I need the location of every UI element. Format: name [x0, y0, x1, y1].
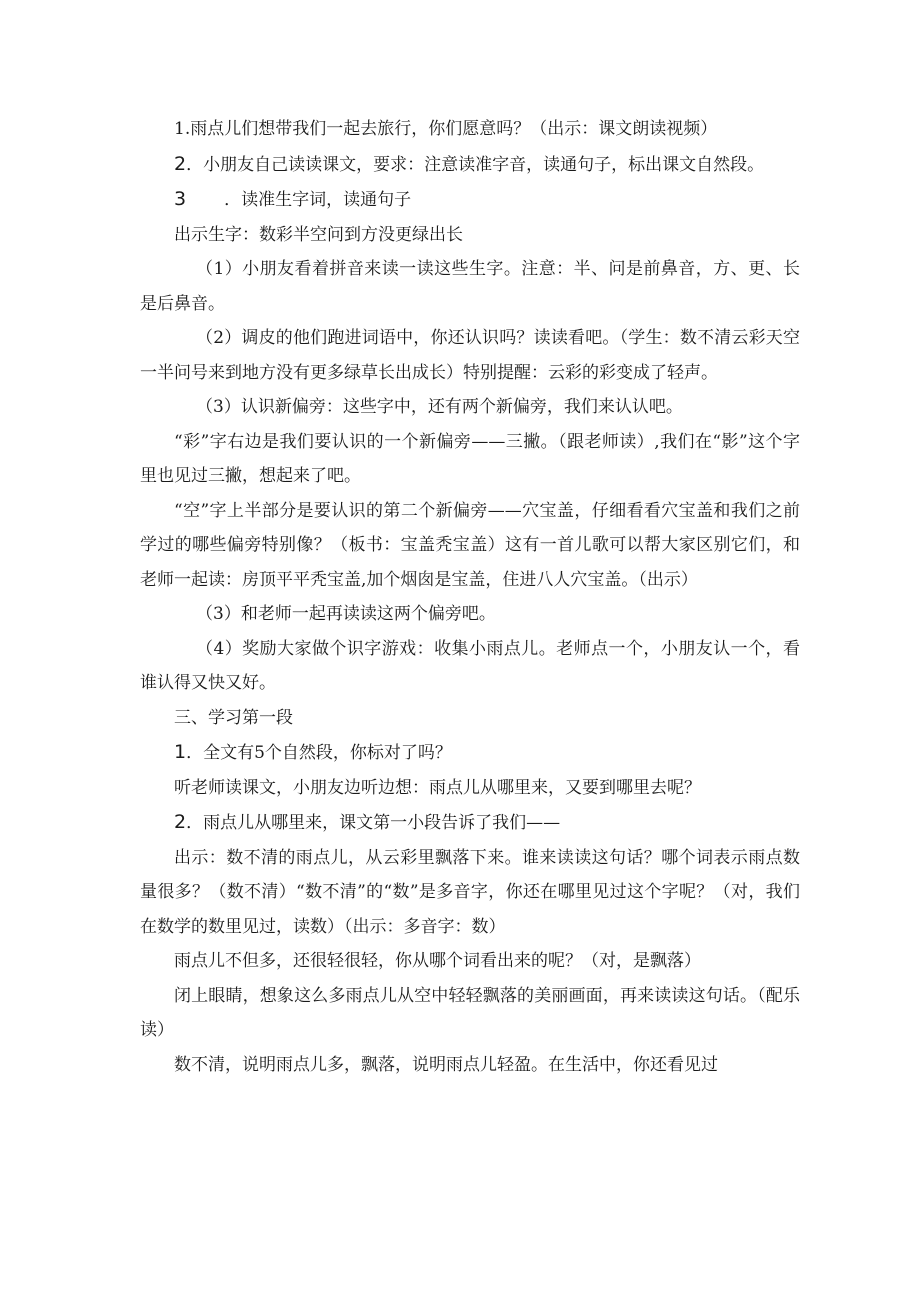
paragraph-13 — [140, 735, 800, 771]
paragraph-text: 三、学习第一段 — [174, 707, 293, 728]
paragraph-18 — [140, 979, 800, 1048]
paragraph-text: ．读准生字词，读通句子 — [224, 190, 412, 210]
paragraph-10 — [140, 597, 800, 632]
paragraph-text: 出示：数不清的雨点儿，从云彩里飘落下来。谁来读读这句话？哪个词表示雨点数量很多？（数不清）“数不清”的“数”是多音字，你还在哪里见过这个字呢？（对，我们在数学的数里见过，读数）（出示：多音字：数） — [140, 847, 800, 937]
document-body — [140, 112, 800, 1082]
paragraph-text: （3）和老师一起再读读这两个偏旁吧。 — [196, 604, 496, 624]
paragraph-7 — [140, 390, 800, 425]
paragraph-text: （4）奖励大家做个识字游戏：收集小雨点儿。老师点一个，小朋友认一个，看谁认得又快又好。 — [140, 638, 800, 693]
paragraph-17 — [140, 944, 800, 979]
paragraph-text: 雨点儿不但多，还很轻很轻，你从哪个词看出来的呢？（对，是飘落） — [174, 951, 701, 971]
paragraph-2 — [140, 147, 800, 183]
paragraph-number: 2 — [174, 811, 187, 833]
paragraph-15 — [140, 805, 800, 841]
paragraph-19 — [140, 1048, 800, 1083]
paragraph-number: 2 — [174, 152, 187, 175]
section-heading — [140, 701, 800, 736]
paragraph-text: （3）认识新偏旁：这些字中，还有两个新偏旁，我们来认认吧。 — [196, 397, 683, 417]
paragraph-text: 出示生字：数彩半空问到方没更绿出长 — [174, 224, 463, 245]
paragraph-6 — [140, 321, 800, 390]
paragraph-text: ．小朋友自己读读课文，要求：注意读准字音，读通句子，标出课文自然段。 — [186, 154, 765, 175]
paragraph-9 — [140, 494, 800, 598]
paragraph-3 — [140, 182, 800, 218]
paragraph-1 — [140, 112, 800, 147]
paragraph-text: （1）小朋友看着拼音来读一读这些生字。注意：半、问是前鼻音，方、更、长是后鼻音。 — [140, 259, 800, 314]
paragraph-text: ．雨点儿从哪里来，课文第一小段告诉了我们—— — [186, 813, 561, 833]
paragraph-text: “彩”字右边是我们要认识的一个新偏旁——三撇。（跟老师读）,我们在“影”这个字里也见过三撇，想起来了吧。 — [140, 431, 800, 486]
paragraph-5 — [140, 252, 800, 321]
paragraph-number: 1 — [174, 741, 187, 763]
paragraph-text: 数不清，说明雨点儿多，飘落，说明雨点儿轻盈。在生活中，你还看见过 — [174, 1054, 718, 1075]
paragraph-text: 1.雨点儿们想带我们一起去旅行，你们愿意吗？（出示：课文朗读视频） — [174, 119, 718, 139]
paragraph-text: 闭上眼睛，想象这么多雨点儿从空中轻轻飘落的美丽画面，再来读读这句话。（配乐读） — [140, 985, 800, 1040]
paragraph-14 — [140, 771, 800, 806]
paragraph-text: ．全文有5个自然段，你标对了吗？ — [186, 743, 452, 763]
paragraph-text: 听老师读课文，小朋友边听边想：雨点儿从哪里来，又要到哪里去呢？ — [174, 777, 701, 798]
paragraph-11 — [140, 632, 800, 701]
paragraph-4 — [140, 218, 800, 253]
paragraph-8 — [140, 425, 800, 494]
paragraph-number: 3 — [174, 188, 187, 210]
paragraph-text: “空”字上半部分是要认识的第二个新偏旁——穴宝盖，仔细看看穴宝盖和我们之前学过的哪些偏旁特别像？（板书：宝盖秃宝盖）这有一首儿歌可以帮大家区别它们，和老师一起读：房顶平平秃宝盖,加个烟囱是宝盖，住进八人穴宝盖。（出示） — [140, 500, 800, 590]
paragraph-text: （2）调皮的他们跑进词语中，你还认识吗？读读看吧。（学生：数不清云彩天空一半问号来到地方没有更多绿草长出成长）特别提醒：云彩的彩变成了轻声。 — [140, 328, 800, 383]
paragraph-16 — [140, 841, 800, 945]
